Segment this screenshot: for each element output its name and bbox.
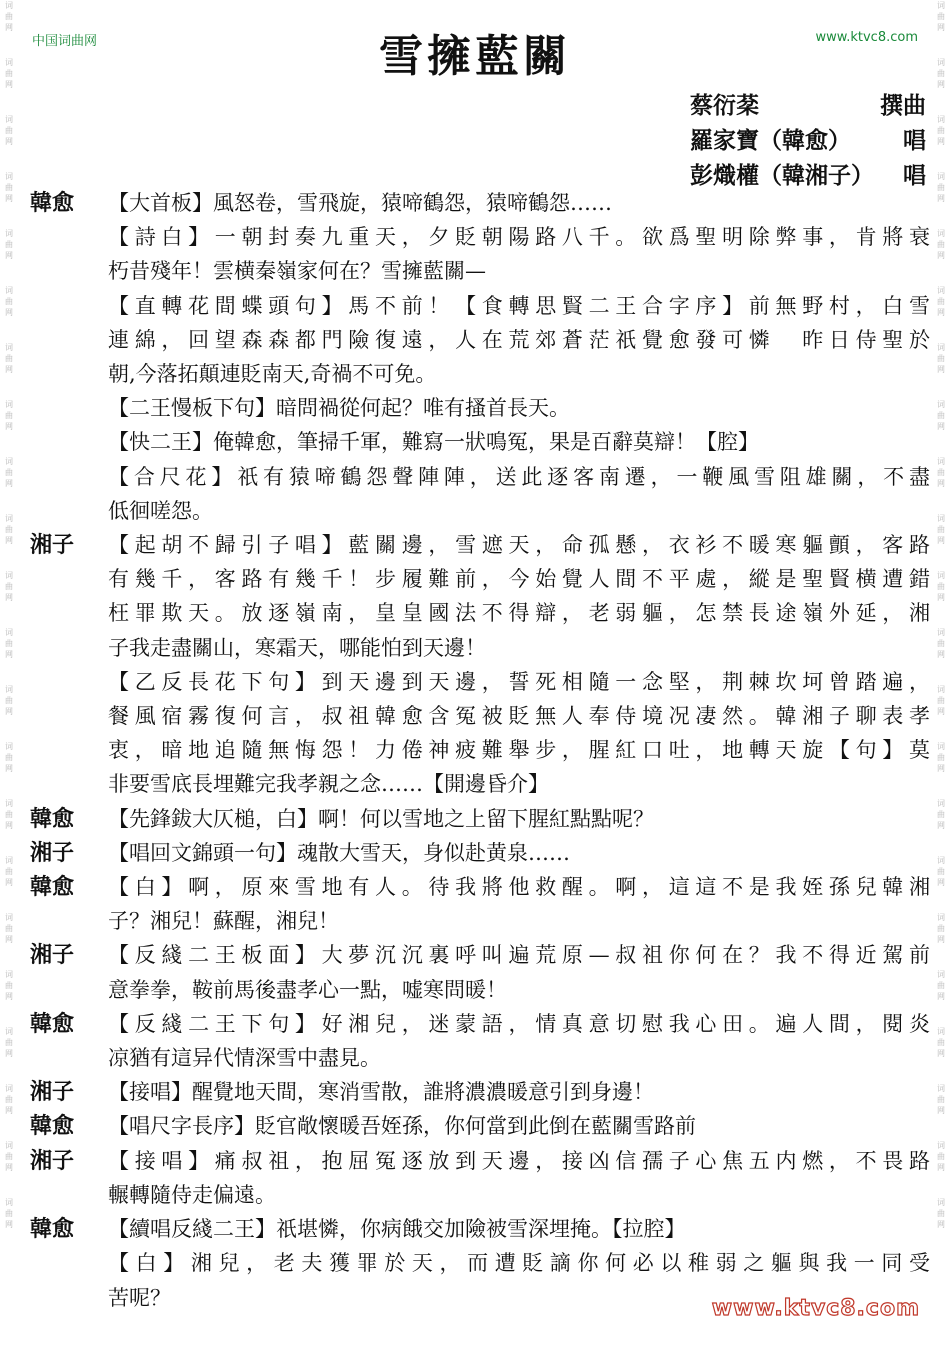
strip-char: 网 <box>937 707 945 716</box>
strip-char: 曲 <box>937 1209 945 1218</box>
strip-char: 词 <box>937 514 945 523</box>
dialogue-lines <box>108 528 930 802</box>
dialogue-block <box>30 802 930 836</box>
left-watermark-strip <box>2 0 16 1355</box>
strip-char: 曲 <box>937 639 945 648</box>
dialogue-lines <box>108 1144 930 1212</box>
strip-unit <box>5 969 13 1002</box>
strip-char: 曲 <box>937 1038 945 1047</box>
strip-unit <box>5 1140 13 1173</box>
strip-unit <box>937 912 945 945</box>
strip-char: 曲 <box>937 126 945 135</box>
strip-unit <box>937 570 945 603</box>
strip-unit <box>937 627 945 660</box>
strip-char: 网 <box>937 935 945 944</box>
strip-char: 网 <box>5 650 13 659</box>
strip-char: 曲 <box>5 924 13 933</box>
strip-char: 网 <box>5 251 13 260</box>
right-watermark-strip <box>934 0 948 1355</box>
strip-char: 网 <box>937 194 945 203</box>
strip-char: 词 <box>937 856 945 865</box>
speaker-name: 湘子 <box>30 942 75 969</box>
strip-char: 网 <box>937 536 945 545</box>
strip-char: 网 <box>937 479 945 488</box>
strip-char: 网 <box>5 935 13 944</box>
strip-char: 曲 <box>5 468 13 477</box>
strip-char: 词 <box>5 742 13 751</box>
strip-char: 词 <box>5 685 13 694</box>
strip-unit <box>5 1197 13 1230</box>
dialogue-lines <box>108 938 930 1006</box>
credit-name: 蔡衍棻 <box>690 92 759 119</box>
strip-unit <box>937 228 945 261</box>
strip-char: 词 <box>5 1027 13 1036</box>
strip-char: 曲 <box>937 468 945 477</box>
strip-unit <box>5 912 13 945</box>
lyric-line: 有幾千，客路有幾千！步履難前，今始覺人間不平處，縱是聖賢横遭錯 <box>108 567 930 592</box>
strip-char: 曲 <box>937 1095 945 1104</box>
dialogue-block <box>30 1109 930 1143</box>
strip-char: 词 <box>937 343 945 352</box>
strip-char: 曲 <box>937 297 945 306</box>
lyric-line: 【二王慢板下句】暗問禍從何起？唯有搔首長天。 <box>108 396 570 421</box>
strip-char: 词 <box>5 286 13 295</box>
strip-char: 词 <box>5 343 13 352</box>
dialogue-block <box>30 186 930 528</box>
strip-unit <box>5 228 13 261</box>
strip-unit <box>937 741 945 774</box>
credit-row <box>690 88 926 123</box>
strip-char: 曲 <box>5 639 13 648</box>
strip-unit <box>937 171 945 204</box>
strip-unit <box>5 114 13 147</box>
dialogue-lines <box>108 802 930 836</box>
strip-char: 网 <box>5 878 13 887</box>
strip-char: 网 <box>5 308 13 317</box>
lyric-line: 枉罪欺天。放逐嶺南，皇皇國法不得辯，老弱軀，怎禁長途嶺外延，湘 <box>108 601 930 626</box>
lyric-line: 餐風宿霧復何言，叔祖韓愈含冤被貶無人奉侍境况凄然。韓湘子聊表孝 <box>108 704 930 729</box>
dialogue-lines <box>108 186 930 528</box>
lyric-line: 【起胡不歸引子唱】藍關邊，雪遮天，命孤懸，衣衫不暖寒軀顫，客路 <box>108 533 930 558</box>
credits <box>690 88 926 193</box>
strip-char: 曲 <box>5 582 13 591</box>
lyric-line: 連綿，回望森森都門險復遠，人在荒郊蒼茫祇覺愈發可憐 昨日侍聖於 <box>108 327 930 352</box>
credit-row <box>690 123 926 158</box>
strip-char: 词 <box>5 229 13 238</box>
strip-char: 词 <box>937 115 945 124</box>
lyric-line: 低徊嗟怨。 <box>108 498 213 523</box>
strip-char: 曲 <box>5 126 13 135</box>
strip-char: 网 <box>5 821 13 830</box>
strip-char: 词 <box>937 286 945 295</box>
strip-unit <box>5 570 13 603</box>
lyric-line: 【白】啊，原來雪地有人。待我將他救醒。啊，這這不是我姪孫兒韓湘 <box>108 875 930 900</box>
strip-char: 曲 <box>937 183 945 192</box>
strip-char: 词 <box>937 571 945 580</box>
strip-char: 网 <box>5 194 13 203</box>
credit-role: 唱 <box>903 127 926 154</box>
strip-unit <box>5 285 13 318</box>
strip-unit <box>5 399 13 432</box>
strip-unit <box>937 114 945 147</box>
speaker-name: 湘子 <box>30 1079 75 1106</box>
strip-unit <box>937 456 945 489</box>
strip-char: 网 <box>937 1106 945 1115</box>
strip-char: 曲 <box>937 240 945 249</box>
strip-char: 网 <box>937 80 945 89</box>
dialogue-block <box>30 836 930 870</box>
strip-char: 网 <box>5 23 13 32</box>
strip-char: 曲 <box>937 12 945 21</box>
lyric-line: 非要雪底長埋難完我孝親之念……【開邊昏介】 <box>108 772 549 797</box>
lyric-line: 【先鋒鈸大仄槌，白】啊！何以雪地之上留下腥紅點點呢？ <box>108 806 654 831</box>
lyric-line: 朝,今落拓顛連貶南天,奇禍不可免。 <box>108 362 437 387</box>
strip-char: 网 <box>937 365 945 374</box>
dialogue-lines <box>108 1075 930 1109</box>
strip-unit <box>5 1026 13 1059</box>
lyric-line: 【詩白】一朝封奏九重天，夕貶朝陽路八千。欲爲聖明除弊事，肯將衰 <box>108 225 930 250</box>
strip-unit <box>5 684 13 717</box>
credit-role: 撰曲 <box>880 92 926 119</box>
strip-char: 词 <box>937 58 945 67</box>
dialogue-lines <box>108 1007 930 1075</box>
dialogue-block <box>30 528 930 802</box>
strip-char: 曲 <box>5 696 13 705</box>
strip-char: 网 <box>937 308 945 317</box>
strip-unit <box>937 1197 945 1230</box>
dialogue-block <box>30 1075 930 1109</box>
dialogue-block <box>30 1007 930 1075</box>
strip-char: 词 <box>937 628 945 637</box>
strip-char: 词 <box>937 970 945 979</box>
strip-char: 网 <box>937 764 945 773</box>
strip-char: 网 <box>937 992 945 1001</box>
strip-char: 曲 <box>937 354 945 363</box>
strip-char: 曲 <box>937 753 945 762</box>
strip-char: 网 <box>937 1163 945 1172</box>
strip-char: 网 <box>937 593 945 602</box>
speaker-name: 湘子 <box>30 839 75 866</box>
strip-char: 网 <box>5 707 13 716</box>
speaker-name: 湘子 <box>30 532 75 559</box>
strip-char: 词 <box>5 913 13 922</box>
strip-char: 曲 <box>5 411 13 420</box>
speaker-name: 韓愈 <box>30 874 75 901</box>
strip-char: 曲 <box>937 867 945 876</box>
credit-role: 唱 <box>903 162 926 189</box>
strip-char: 曲 <box>937 810 945 819</box>
strip-unit <box>937 1140 945 1173</box>
strip-char: 词 <box>5 799 13 808</box>
strip-unit <box>937 1083 945 1116</box>
dialogue-block <box>30 870 930 938</box>
strip-char: 曲 <box>937 525 945 534</box>
strip-char: 网 <box>937 1220 945 1229</box>
strip-unit <box>5 741 13 774</box>
lyrics-script <box>30 186 930 1315</box>
strip-char: 曲 <box>5 1152 13 1161</box>
strip-unit <box>5 171 13 204</box>
speaker-name: 韓愈 <box>30 1216 75 1243</box>
speaker-name: 湘子 <box>30 1147 75 1174</box>
strip-char: 网 <box>5 992 13 1001</box>
strip-char: 曲 <box>937 582 945 591</box>
footer-watermark: www.ktvc8.com <box>711 1296 920 1321</box>
strip-char: 曲 <box>937 981 945 990</box>
lyric-line: 衷，暗地追隨無悔怨！力倦神疲難舉步，腥紅口吐，地轉天旋【句】莫 <box>108 738 930 763</box>
lyric-line: 子？湘兒！蘇醒，湘兒！ <box>108 909 339 934</box>
strip-char: 词 <box>937 913 945 922</box>
strip-char: 网 <box>5 80 13 89</box>
strip-char: 词 <box>937 742 945 751</box>
strip-unit <box>937 1026 945 1059</box>
strip-unit <box>937 969 945 1002</box>
speaker-name: 韓愈 <box>30 1010 75 1037</box>
strip-unit <box>5 798 13 831</box>
strip-char: 网 <box>937 251 945 260</box>
strip-char: 网 <box>937 821 945 830</box>
strip-unit <box>5 513 13 546</box>
strip-char: 词 <box>937 1084 945 1093</box>
strip-char: 网 <box>937 137 945 146</box>
strip-char: 网 <box>5 137 13 146</box>
strip-char: 词 <box>5 172 13 181</box>
strip-char: 网 <box>5 1049 13 1058</box>
strip-char: 曲 <box>937 924 945 933</box>
strip-char: 网 <box>937 650 945 659</box>
lyric-line: 【直轉花間蝶頭句】馬不前！【食轉思賢二王合字序】前無野村，白雪 <box>108 293 930 318</box>
strip-char: 曲 <box>5 240 13 249</box>
lyric-line: 苦呢？ <box>108 1285 171 1310</box>
strip-char: 网 <box>937 422 945 431</box>
lyric-line: 子我走盡關山，寒霜天，哪能怕到天邊！ <box>108 635 486 660</box>
site-name-label: 中国词曲网 <box>32 34 98 49</box>
lyric-line: 【快二王】俺韓愈，筆掃千軍，難寫一狀鳴冤，果是百辭莫辯！【腔】 <box>108 430 759 455</box>
strip-unit <box>5 342 13 375</box>
strip-char: 曲 <box>5 753 13 762</box>
strip-char: 曲 <box>5 69 13 78</box>
strip-char: 网 <box>5 764 13 773</box>
strip-char: 词 <box>5 457 13 466</box>
strip-char: 词 <box>5 571 13 580</box>
credit-name: 彭熾權（韓湘子） <box>690 162 874 189</box>
strip-char: 曲 <box>937 69 945 78</box>
strip-unit <box>937 798 945 831</box>
strip-unit <box>5 456 13 489</box>
strip-char: 词 <box>937 685 945 694</box>
strip-char: 网 <box>937 1049 945 1058</box>
strip-char: 曲 <box>5 810 13 819</box>
strip-char: 曲 <box>937 1152 945 1161</box>
strip-char: 词 <box>5 1 13 10</box>
strip-char: 词 <box>937 1027 945 1036</box>
strip-unit <box>5 1083 13 1116</box>
lyric-line: 【反綫二王下句】好湘兒，迷蒙語，情真意切慰我心田。遍人間，閱炎 <box>108 1011 930 1036</box>
strip-char: 曲 <box>5 1209 13 1218</box>
strip-unit <box>937 513 945 546</box>
strip-char: 词 <box>5 1141 13 1150</box>
dialogue-block <box>30 1144 930 1212</box>
strip-unit <box>937 285 945 318</box>
strip-char: 词 <box>937 457 945 466</box>
lyric-line: 【接唱】痛叔祖，抱屈冤逐放到天邊，接凶信孺子心焦五内燃，不畏路 <box>108 1148 930 1173</box>
strip-unit <box>5 855 13 888</box>
strip-char: 曲 <box>5 1095 13 1104</box>
strip-unit <box>937 855 945 888</box>
lyric-line: 【唱尺字長序】貶官敞懷暖吾姪孫，你何當到此倒在藍關雪路前 <box>108 1114 696 1139</box>
strip-unit <box>5 627 13 660</box>
strip-char: 曲 <box>5 525 13 534</box>
strip-char: 词 <box>937 799 945 808</box>
lyric-line: 【續唱反綫二王】祇堪憐，你病餓交加險被雪深埋掩。【拉腔】 <box>108 1217 686 1242</box>
strip-char: 网 <box>5 1163 13 1172</box>
strip-char: 词 <box>937 1198 945 1207</box>
speaker-name: 韓愈 <box>30 805 75 832</box>
strip-char: 网 <box>5 365 13 374</box>
dialogue-lines <box>108 870 930 938</box>
strip-char: 词 <box>5 1084 13 1093</box>
strip-char: 网 <box>5 1106 13 1115</box>
strip-char: 曲 <box>5 297 13 306</box>
page-title: 雪擁藍關 <box>379 31 571 82</box>
strip-char: 词 <box>5 400 13 409</box>
lyric-line: 朽昔殘年！雲横秦嶺家何在？雪擁藍關— <box>108 259 486 284</box>
strip-char: 词 <box>5 1198 13 1207</box>
strip-char: 词 <box>5 856 13 865</box>
credit-name: 羅家寶（韓愈） <box>690 127 851 154</box>
strip-char: 词 <box>5 115 13 124</box>
speaker-name: 韓愈 <box>30 1113 75 1140</box>
lyric-line: 凉猶有這异代情深雪中盡見。 <box>108 1046 381 1071</box>
site-url-label: www.ktvc8.com <box>815 30 918 45</box>
lyric-line: 意拳拳，鞍前馬後盡孝心一點，嘘寒問暖！ <box>108 977 507 1002</box>
strip-char: 曲 <box>5 981 13 990</box>
strip-char: 词 <box>5 970 13 979</box>
dialogue-block <box>30 938 930 1006</box>
strip-char: 词 <box>937 400 945 409</box>
lyric-line: 輾轉隨侍走偏遠。 <box>108 1182 276 1207</box>
strip-unit <box>937 399 945 432</box>
strip-char: 曲 <box>5 12 13 21</box>
dialogue-lines <box>108 1109 930 1143</box>
strip-char: 曲 <box>5 867 13 876</box>
strip-unit <box>937 684 945 717</box>
strip-char: 曲 <box>937 696 945 705</box>
strip-unit <box>937 342 945 375</box>
lyric-line: 【大首板】風怒卷，雪飛旋，猿啼鶴怨，猿啼鶴怨…… <box>108 191 612 215</box>
lyric-line: 【反綫二王板面】大夢沉沉裏呼叫遍荒原—叔祖你何在？我不得近駕前 <box>108 943 930 968</box>
strip-char: 词 <box>937 172 945 181</box>
strip-char: 词 <box>937 1141 945 1150</box>
strip-char: 网 <box>5 593 13 602</box>
strip-char: 曲 <box>937 411 945 420</box>
lyric-line: 【接唱】醒覺地天間，寒消雪散，誰將濃濃暖意引到身邊！ <box>108 1080 654 1105</box>
strip-char: 曲 <box>5 354 13 363</box>
strip-char: 网 <box>5 536 13 545</box>
strip-char: 词 <box>5 58 13 67</box>
lyric-line: 【合尺花】祇有猿啼鶴怨聲陣陣，送此逐客南遷，一鞭風雪阻雄關，不盡 <box>108 464 930 489</box>
strip-char: 词 <box>5 514 13 523</box>
strip-char: 词 <box>937 1 945 10</box>
strip-char: 曲 <box>5 183 13 192</box>
lyric-line: 【唱回文錦頭一句】魂散大雪天，身似赴黄泉…… <box>108 840 570 865</box>
strip-char: 网 <box>5 1220 13 1229</box>
strip-char: 网 <box>5 422 13 431</box>
lyric-line: 【乙反長花下句】到天邊到天邊，誓死相隨一念堅，荆棘坎坷曾踏遍， <box>108 669 930 694</box>
speaker-name: 韓愈 <box>30 190 75 216</box>
lyric-line: 【白】湘兒，老夫獲罪於天，而遭貶謫你何必以稚弱之軀與我一同受 <box>108 1251 930 1276</box>
strip-char: 网 <box>937 878 945 887</box>
strip-char: 网 <box>5 479 13 488</box>
strip-char: 曲 <box>5 1038 13 1047</box>
strip-char: 词 <box>5 628 13 637</box>
strip-char: 词 <box>937 229 945 238</box>
dialogue-lines <box>108 836 930 870</box>
strip-char: 网 <box>937 23 945 32</box>
